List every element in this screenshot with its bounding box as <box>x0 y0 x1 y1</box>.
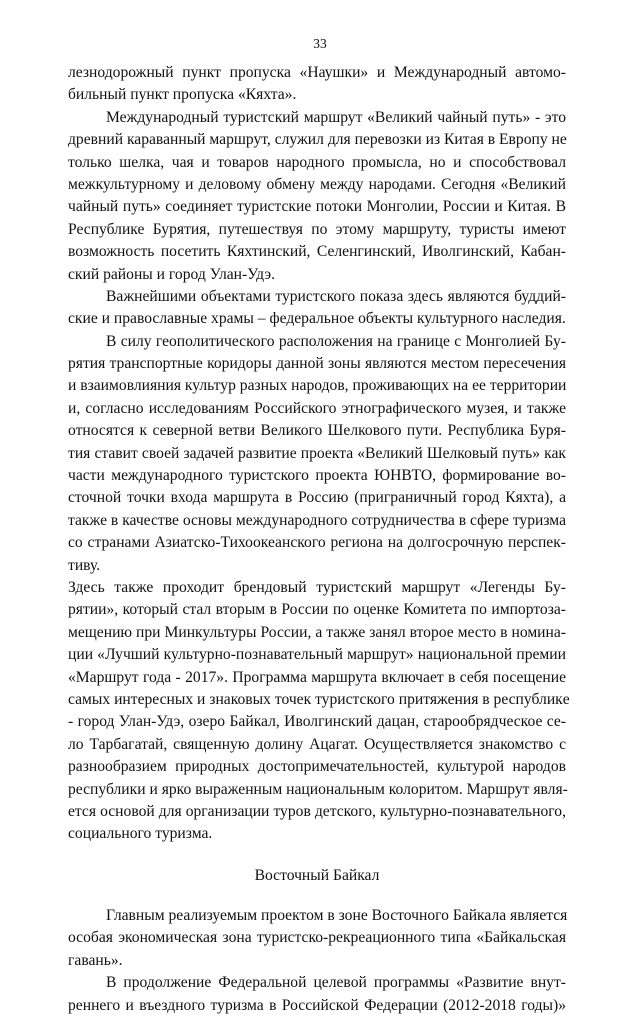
text-line: мещению при Минкультуры России, а также занял второе место в номина- <box>68 623 566 641</box>
paragraph <box>68 905 566 972</box>
text-line: особая экономическая зона туристско-рекреационного типа «Байкальская <box>68 929 566 947</box>
text-line: относятся к северной ветви Великого Шелкового пути. Республика Буря- <box>68 422 566 440</box>
text-line: разнообразием природных достопримечательностей, культурой народов <box>68 758 566 776</box>
text-line: тиву. <box>68 556 101 574</box>
text-line: тия ставит своей задачей развитие проекта «Великий Шелковый путь» как <box>68 444 566 462</box>
text-line: и, согласно исследованиям Российского этнографического музея, и также <box>68 399 566 417</box>
text-line: лезнодорожный пункт пропуска «Наушки» и Международный автомо- <box>68 64 566 81</box>
text-line: только шелка, чая и товаров народного промысла, но и способствовал <box>68 153 566 171</box>
text-line: Важнейшими объектами туристского показа здесь являются буддий- <box>106 287 566 305</box>
text-line: и взаимовлияния культур разных народов, проживающих на ее территории <box>68 377 567 395</box>
paragraph <box>68 62 566 107</box>
body-text-after-heading <box>68 905 566 1017</box>
paragraph <box>68 972 566 1017</box>
text-line: Республике Бурятия, путешествуя по этому маршруту, туристы имеют <box>68 220 566 238</box>
paragraph <box>68 577 570 846</box>
text-line: республики и ярко выраженным национальным колоритом. Маршрут явля- <box>68 780 568 798</box>
text-line: со странами Азиатско-Тихоокеанского региона на долгосрочную перспек- <box>68 534 566 552</box>
text-line: ло Тарбагатай, священную долину Ацагат. Осуществляется знакомство с <box>68 735 566 753</box>
text-line: древний караванный маршрут, служил для перевозки из Китая в Европу не <box>68 131 567 149</box>
text-line: межкультурному и деловому обмену между народами. Сегодня «Великий <box>68 175 566 193</box>
paragraph <box>68 331 566 577</box>
text-line: социального туризма. <box>68 825 213 843</box>
text-line: бильный пункт пропуска «Кяхта». <box>68 86 297 104</box>
text-line: - город Улан-Удэ, озеро Байкал, Иволгинский дацан, старообрядческое се- <box>68 713 566 731</box>
page-body <box>68 62 570 1017</box>
text-line: «Маршрут года - 2017». Программа маршрута включает в себя посещение <box>68 668 566 686</box>
text-line: ские и православные храмы – федеральное объекты культурного наследия. <box>68 310 566 328</box>
page-number: 33 <box>313 36 327 51</box>
paragraph <box>68 286 566 331</box>
section-heading: Восточный Байкал <box>254 866 380 884</box>
text-line: В продолжение Федеральной целевой программы «Развитие внут- <box>106 974 566 992</box>
text-line: также в качестве основы международного сотрудничества в сфере туризма <box>68 511 566 529</box>
text-line: реннего и въездного туризма в Российской Федерации (2012-2018 годы)» <box>68 996 566 1014</box>
text-line: сточной точки входа маршрута в Россию (приграничный город Кяхта), а <box>68 489 566 507</box>
paragraph <box>68 107 566 286</box>
body-text-before-heading <box>68 62 570 846</box>
text-line: Здесь также проходит брендовый туристский маршрут «Легенды Бу- <box>68 578 566 596</box>
text-line: ции «Лучший культурно-познавательный маршрут» национальной премии <box>68 646 566 664</box>
text-line: возможность посетить Кяхтинский, Селенгинский, Иволгинский, Кабан- <box>68 243 566 261</box>
text-line: В силу геополитического расположения на границе с Монголией Бу- <box>106 332 566 350</box>
text-line: ский районы и город Улан-Удэ. <box>68 265 275 283</box>
text-line: рятия транспортные коридоры данной зоны являются местом пересечения <box>68 355 566 373</box>
text-line: Главным реализуемым проектом в зоне Восточного Байкала является <box>106 907 568 925</box>
text-line: самых интересных и знаковых точек туристского притяжения в республикe <box>68 690 570 708</box>
text-line: чайный путь» соединяет туристские потоки Монголии, России и Китая. В <box>68 198 566 216</box>
text-line: части международного туристского проекта ЮНВТО, формирование во- <box>68 467 566 485</box>
text-line: Международный туристский маршрут «Великий чайный путь» - это <box>106 108 566 126</box>
text-line: гавань». <box>68 951 123 969</box>
text-line: ется основой для организации туров детского, культурно-познавательного, <box>68 802 566 820</box>
text-line: рятии», который стал вторым в России по оценке Комитета по импортоза- <box>68 601 566 619</box>
